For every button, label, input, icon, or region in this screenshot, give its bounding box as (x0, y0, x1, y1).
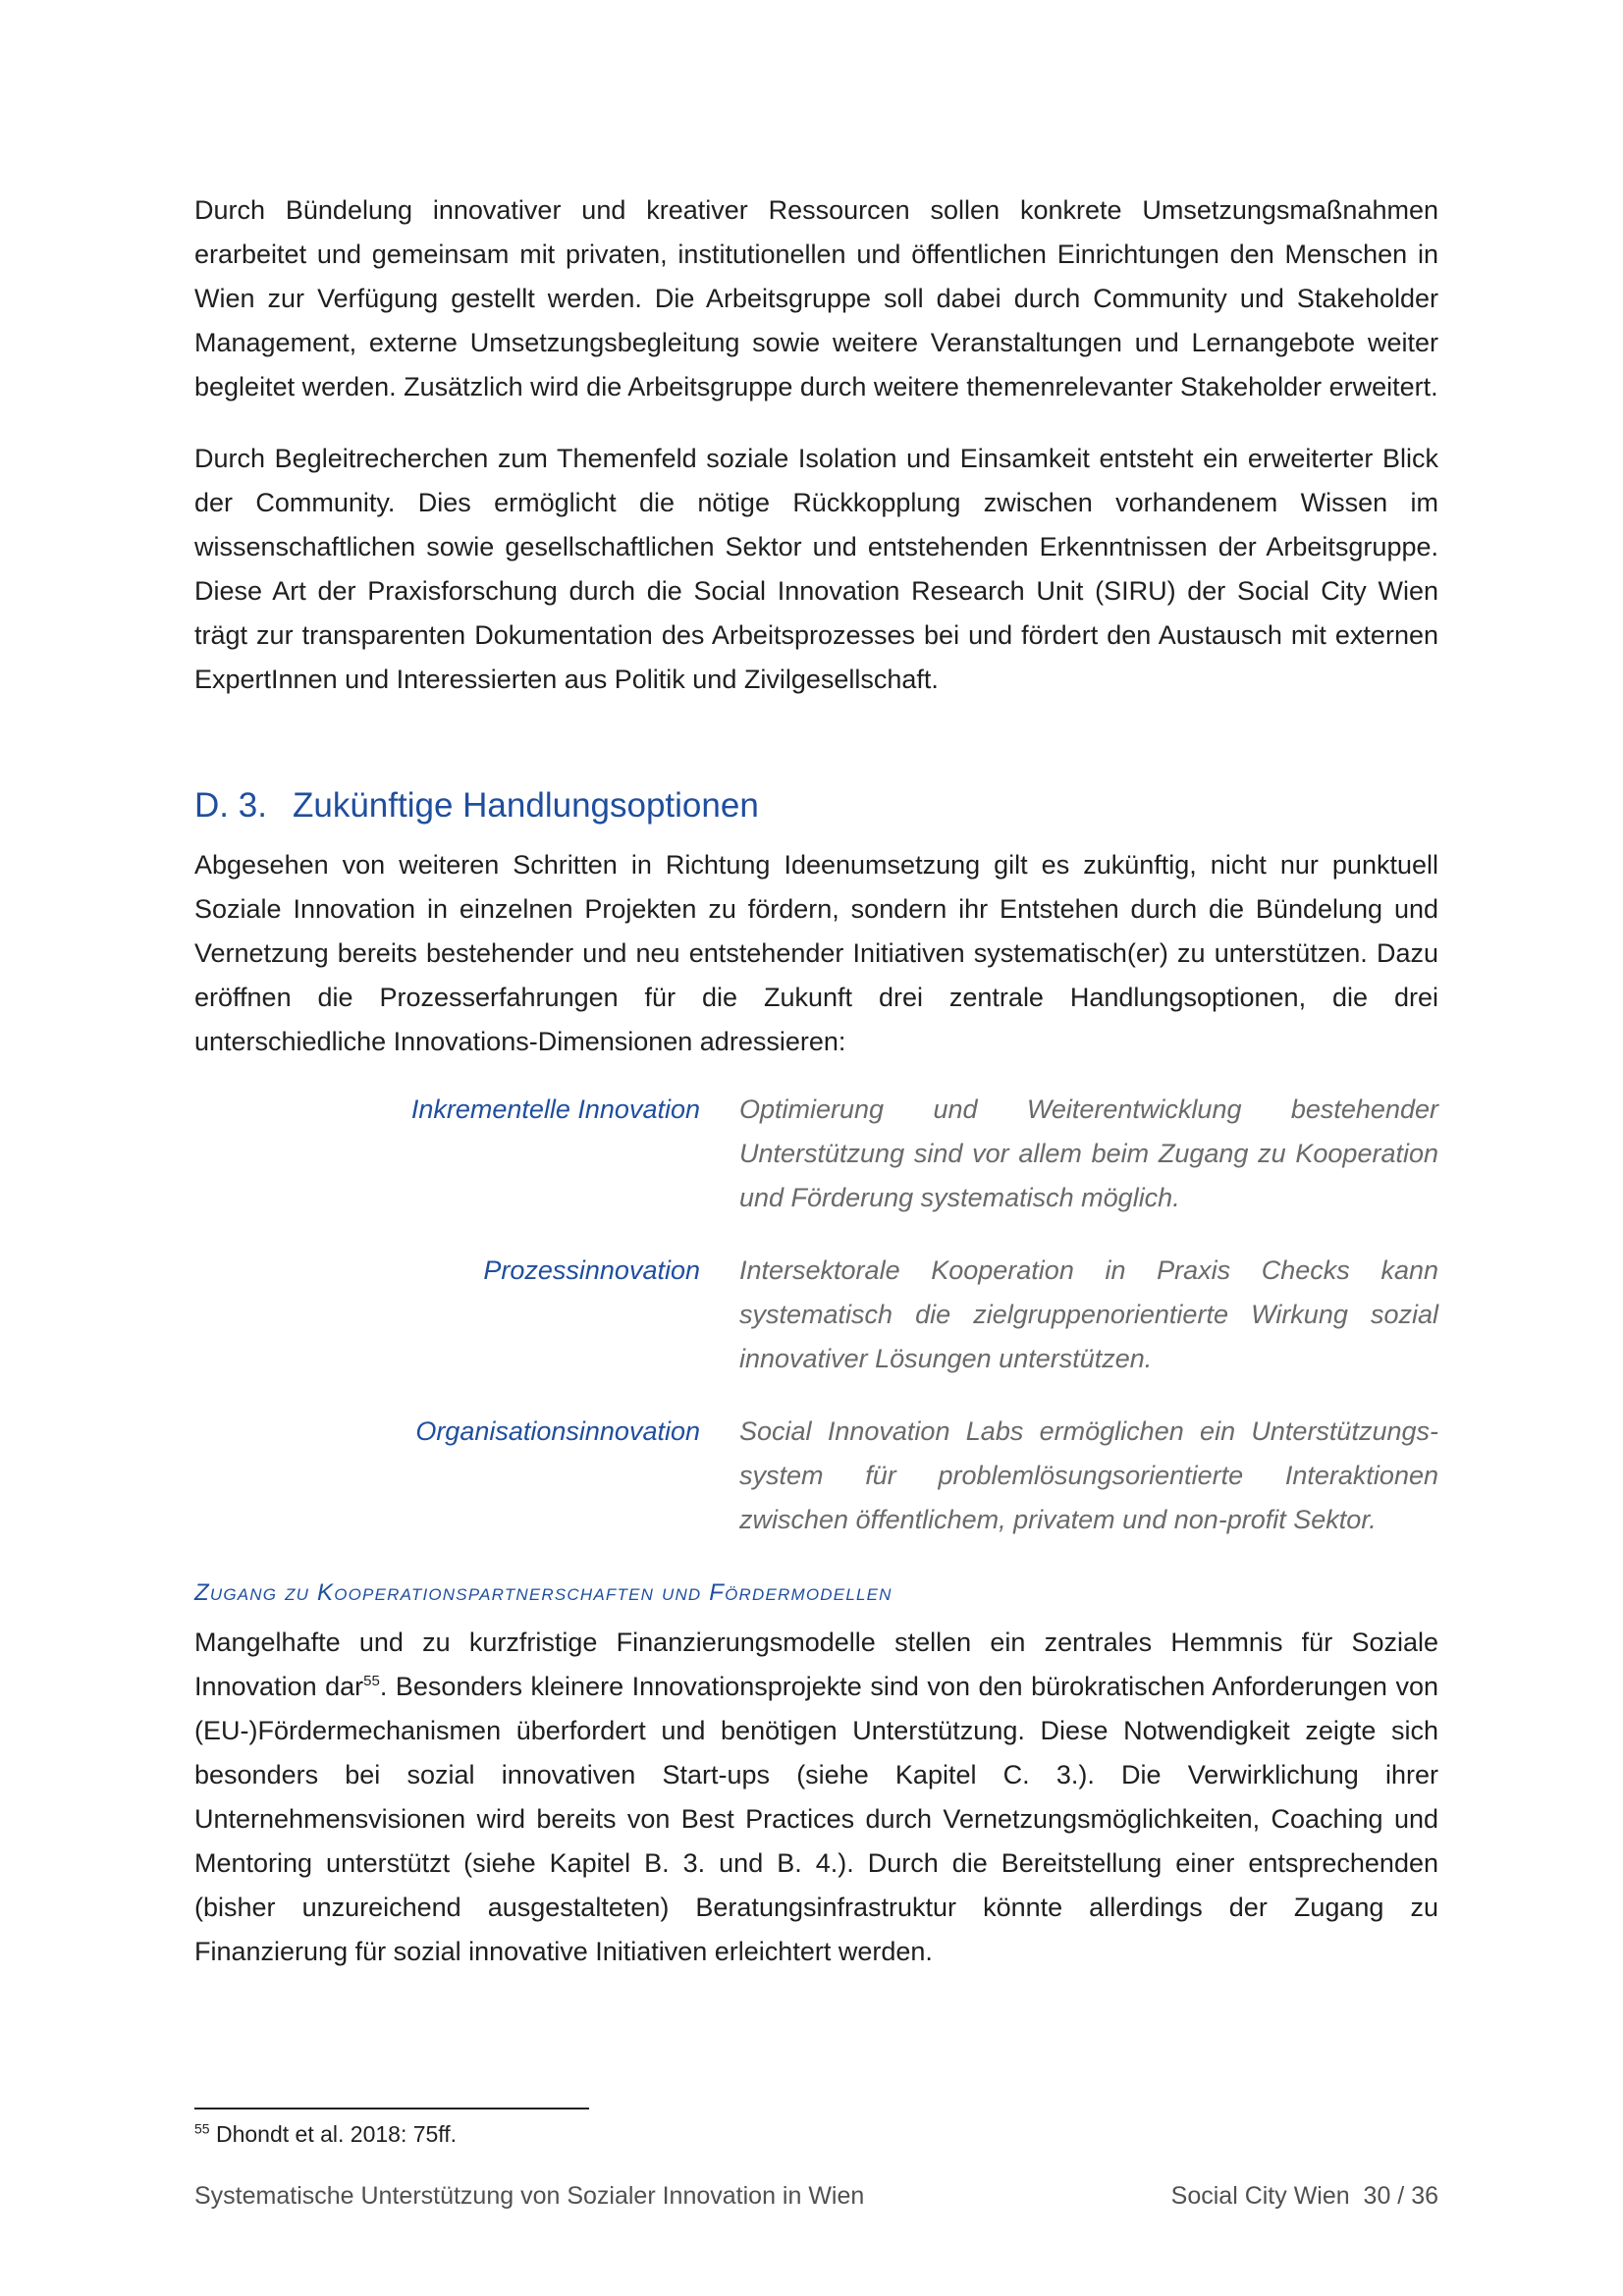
page-content (194, 188, 1438, 1974)
footer-page-info: Social City Wien 30 / 36 (1170, 2182, 1438, 2210)
option-label: Inkrementelle Innovation (410, 1095, 700, 1124)
intro-paragraph-1: Durch Bündelung innovativer und kreativer Ressourcen sollen konkrete Umsetzungsmaßnahmen erarbeitet und gemeinsam mit privaten, institutionellen und öffentlichen Einrichtungen den Menschen in Wien zur Verfügung gestellt werden. Die Arbeitsgruppe soll dabei durch Community und Stakeholder Management, externe Umsetzungsbegleitung sowie weitere Veranstaltungen und Lernangebote weiter begleitet werden. Zusätzlich wird die Arbeitsgruppe durch weitere themenrelevanter Stakeholder erweitert. (194, 195, 1438, 401)
subsection-heading: Zugang zu Kooperationspartnerschaften und Fördermodellen (194, 1579, 893, 1606)
options-list (194, 1088, 1438, 1542)
option-row (194, 1249, 1438, 1381)
option-description: Intersektorale Kooperation in Praxis Checks kann systematisch die zielgruppenorientierte Wirkung sozial innovativer Lösungen unterstützen. (739, 1255, 1438, 1373)
subsection-text-part-1: Mangelhafte und zu kurzfristige Finanzierungsmodelle stellen ein zentrales Hemmnis für Soziale Innovation dar (194, 1628, 1438, 1701)
footnote-reference[interactable]: 55 (363, 1673, 380, 1689)
option-row (194, 1088, 1438, 1220)
footnote (194, 2117, 457, 2151)
intro-paragraph-2: Durch Begleitrecherchen zum Themenfeld soziale Isolation und Einsamkeit entsteht ein erweiterter Blick der Community. Dies ermöglicht die nötige Rückkopplung zwischen vorhandenem Wissen im wissenschaftlichen sowie gesellschaftlichen Sektor und entstehenden Erkenntnissen der Arbeitsgruppe. Diese Art der Praxisforschung durch die Social Innovation Research Unit (SIRU) der Social City Wien trägt zur transparenten Dokumentation des Arbeitsprozesses bei und fördert den Austausch mit externen ExpertInnen und Interessierten aus Politik und Zivilgesellschaft. (194, 444, 1438, 694)
footer-document-title: Systematische Unterstützung von Sozialer Innovation in Wien (194, 2182, 865, 2210)
option-label: Prozessinnovation (483, 1255, 700, 1285)
subsection-text-part-2: . Besonders kleinere Innovationsprojekte sind von den bürokratischen Anforderungen von (EU-)Fördermechanismen überfordert und benötigen Unterstützung. Diese Notwendigkeit zeigte sich besonders bei sozial innovativen Start-ups (siehe Kapitel C. 3.). Die Verwirklichung ihrer Unternehmensvisionen wird bereits von Best Practices durch Vernetzungsmöglichkeiten, Coaching und Mentoring unterstützt (siehe Kapitel B. 3. und B. 4.). Durch die Bereitstellung einer entsprechenden (bisher unzureichend ausgestalteten) Beratungsinfrastruktur könnte allerdings der Zugang zu Finanzierung für sozial innovative Initiativen erleichtert werden. (194, 1672, 1438, 1966)
option-description: Social Innovation Labs ermöglichen ein Unterstützungs-system für problemlösungsorientierte Interaktionen zwischen öffentlichem, privatem und non-profit Sektor. (739, 1416, 1438, 1534)
section-number: D. 3. (194, 786, 267, 825)
footnote-number: 55 (194, 2120, 210, 2137)
subsection-paragraph (194, 1621, 1438, 1974)
footnote-text: Dhondt et al. 2018: 75ff. (215, 2121, 458, 2147)
footnote-separator (194, 2108, 589, 2109)
section-title: Zukünftige Handlungsoptionen (293, 786, 759, 825)
option-row (194, 1410, 1438, 1542)
option-description: Optimierung und Weiterentwicklung bestehender Unterstützung sind vor allem beim Zugang zu Kooperation und Förderung systematisch möglich. (739, 1095, 1438, 1212)
option-label: Organisationsinnovation (415, 1416, 700, 1446)
section-heading (194, 782, 1438, 829)
section-intro-paragraph: Abgesehen von weiteren Schritten in Richtung Ideenumsetzung gilt es zukünftig, nicht nur punktuell Soziale Innovation in einzelnen Projekten zu fördern, sondern ihr Entstehen durch die Bündelung und Vernetzung bereits bestehender und neu entstehender Initiativen systematisch(er) zu unterstützen. Dazu eröffnen die Prozesserfahrungen für die Zukunft drei zentrale Handlungsoptionen, die drei unterschiedliche Innovations-Dimensionen adressieren: (194, 850, 1438, 1056)
